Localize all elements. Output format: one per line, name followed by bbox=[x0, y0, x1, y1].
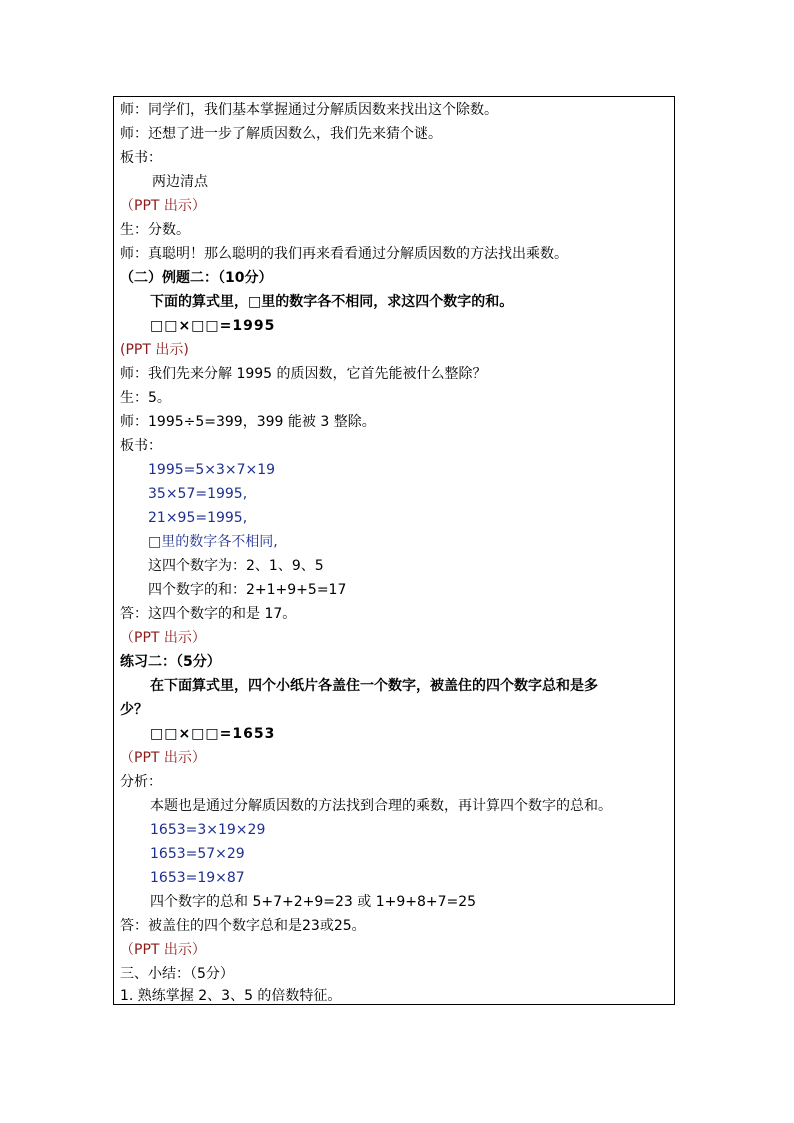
ppt-note: （PPT 出示） bbox=[120, 942, 206, 958]
text-line: 生：分数。 bbox=[120, 222, 190, 238]
board-line: 35×57=1995, bbox=[148, 486, 248, 502]
text-line: 分析： bbox=[120, 774, 162, 790]
text-line: 两边清点 bbox=[152, 174, 208, 190]
ppt-note: (PPT 出示) bbox=[120, 342, 189, 358]
board-line: □里的数字各不相同, bbox=[148, 534, 278, 550]
text-line: 板书： bbox=[120, 150, 162, 166]
text-line: 本题也是通过分解质因数的方法找到合理的乘数，再计算四个数字的总和。 bbox=[150, 798, 612, 814]
board-line: 1653=19×87 bbox=[150, 870, 245, 886]
problem-statement: 少？ bbox=[120, 702, 148, 718]
board-line: 1995=5×3×7×19 bbox=[148, 462, 276, 478]
board-line: 这四个数字为：2、1、9、5 bbox=[148, 558, 324, 574]
text-line: 师：还想了进一步了解质因数么，我们先来猜个谜。 bbox=[120, 126, 442, 142]
ppt-note: （PPT 出示） bbox=[120, 198, 206, 214]
problem-statement: 在下面算式里，四个小纸片各盖住一个数字，被盖住的四个数字总和是多 bbox=[150, 678, 598, 694]
board-line: 1653=3×19×29 bbox=[150, 822, 266, 838]
section-heading: 练习二：（5分） bbox=[120, 654, 221, 670]
ppt-note: （PPT 出示） bbox=[120, 630, 206, 646]
board-line: 21×95=1995, bbox=[148, 510, 248, 526]
equation: □□×□□=1995 bbox=[150, 318, 276, 334]
answer-line: 答：这四个数字的和是 17。 bbox=[120, 606, 297, 622]
text-line: 师：1995÷5=399，399 能被 3 整除。 bbox=[120, 414, 376, 430]
ppt-note: （PPT 出示） bbox=[120, 750, 206, 766]
section-heading: （二）例题二：（10分） bbox=[120, 270, 273, 286]
text-line: 板书： bbox=[120, 438, 162, 454]
board-line: 四个数字的总和 5+7+2+9=23 或 1+9+8+7=25 bbox=[150, 894, 477, 910]
problem-statement: 下面的算式里，□里的数字各不相同，求这四个数字的和。 bbox=[150, 294, 514, 310]
answer-line: 答：被盖住的四个数字总和是23或25。 bbox=[120, 918, 366, 934]
text-line: 师：我们先来分解 1995 的质因数，它首先能被什么整除？ bbox=[120, 366, 487, 382]
text-line: 生：5。 bbox=[120, 390, 171, 406]
text-line: 师：真聪明！那么聪明的我们再来看看通过分解质因数的方法找出乘数。 bbox=[120, 246, 568, 262]
board-line: 四个数字的和：2+1+9+5=17 bbox=[148, 582, 347, 598]
text-line: 1. 熟练掌握 2、3、5 的倍数特征。 bbox=[120, 988, 342, 1004]
equation: □□×□□=1653 bbox=[150, 726, 276, 742]
section-heading: 三、小结：（5分） bbox=[120, 966, 234, 982]
text-line: 师：同学们，我们基本掌握通过分解质因数来找出这个除数。 bbox=[120, 102, 498, 118]
board-line: 1653=57×29 bbox=[150, 846, 245, 862]
